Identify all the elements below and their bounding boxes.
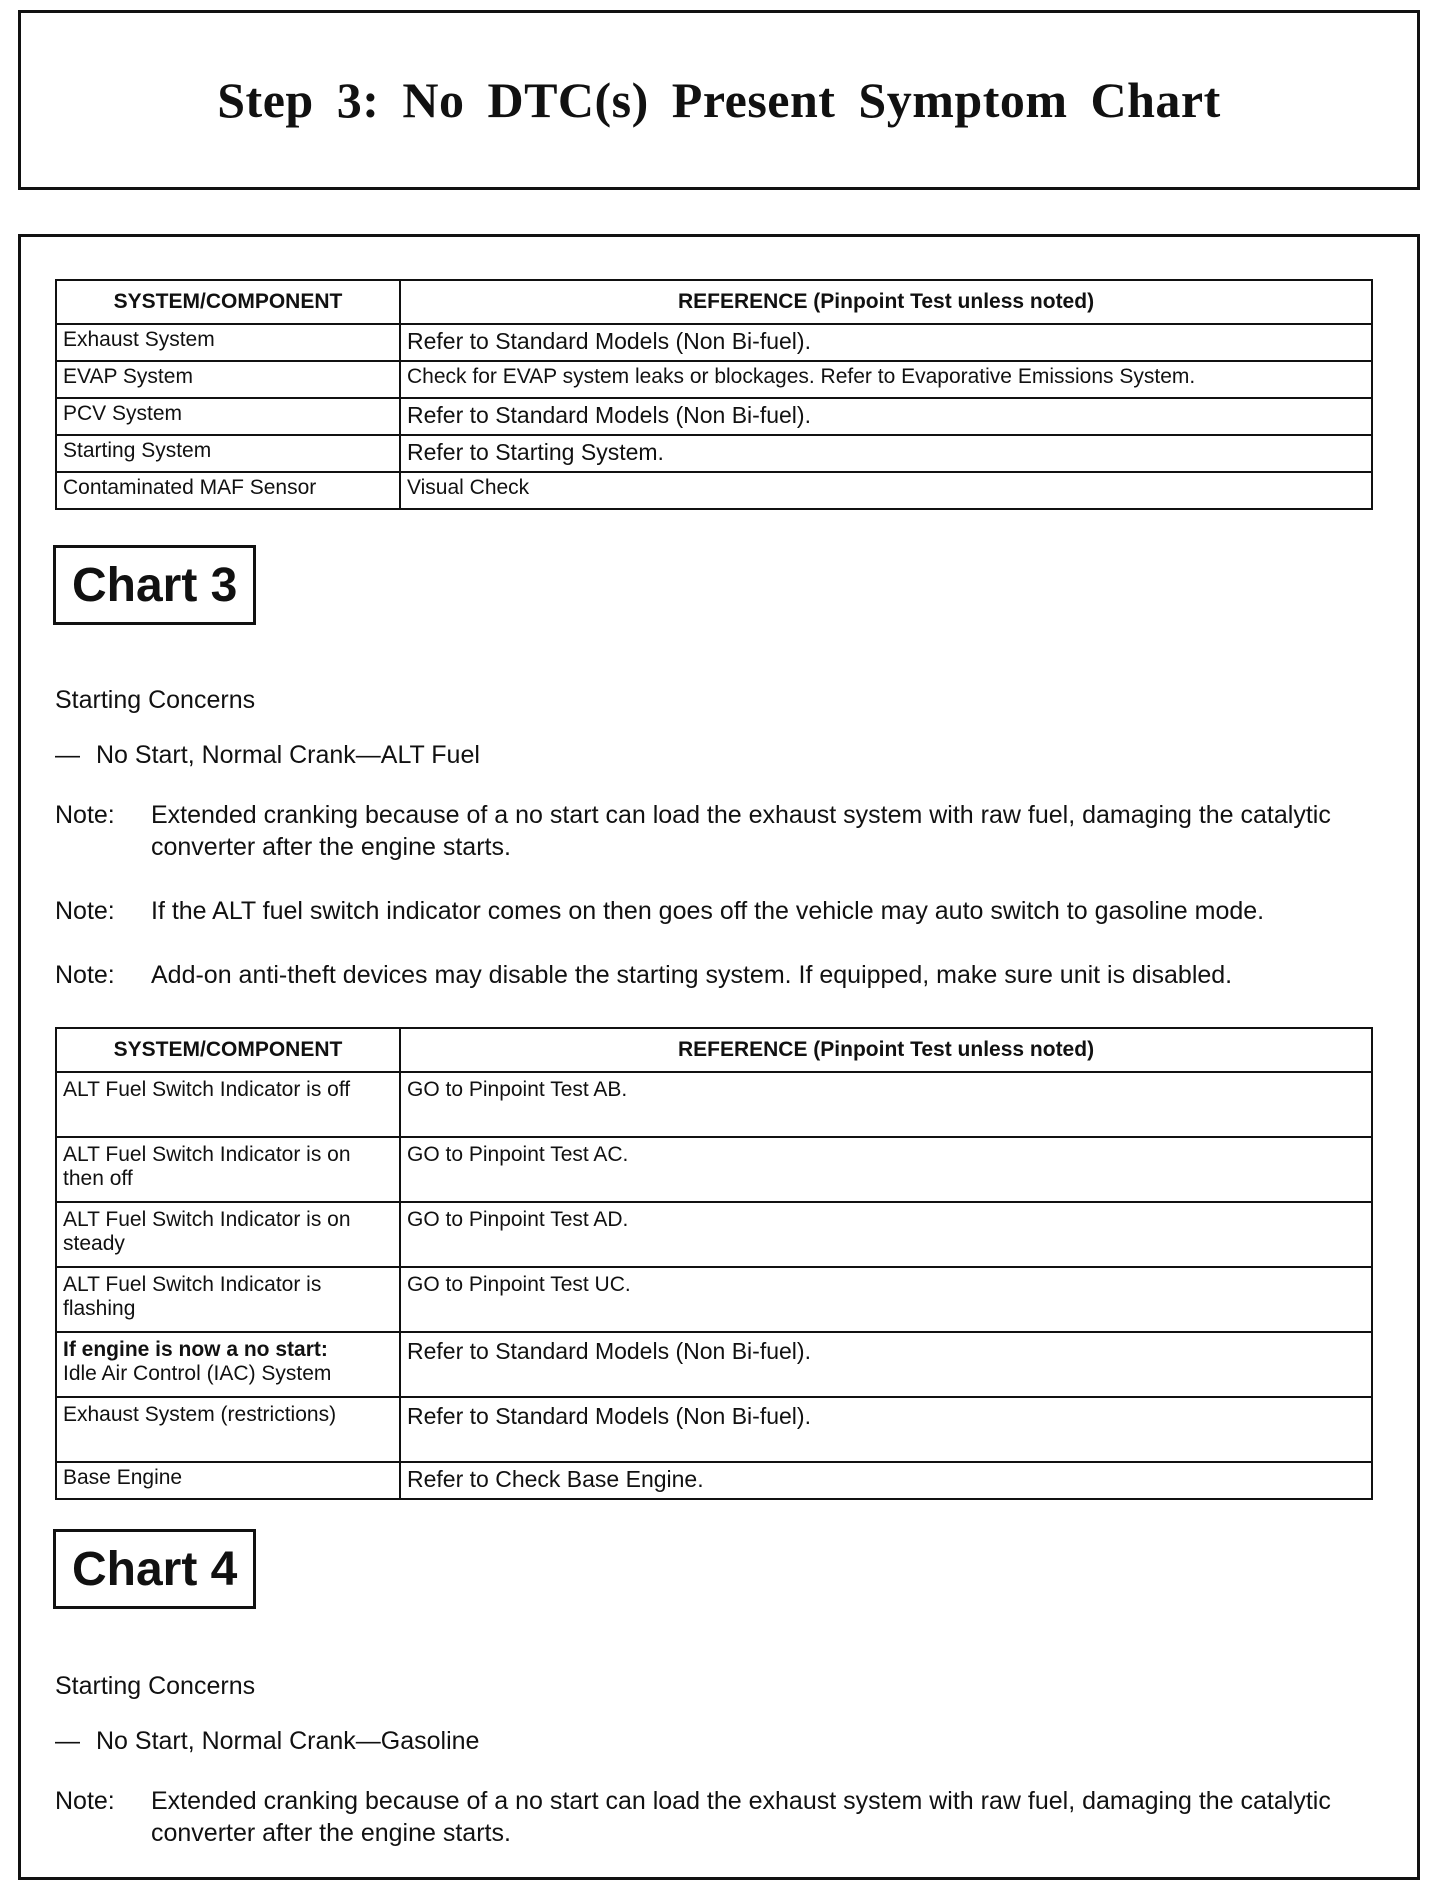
chart-4-concerns-title: Starting Concerns (55, 1672, 256, 1700)
chart-3-note-2 (55, 895, 1375, 927)
chart-3-note-3 (55, 959, 1375, 991)
component-cell: ALT Fuel Switch Indicator is off (56, 1072, 400, 1137)
reference-cell: GO to Pinpoint Test UC. (400, 1267, 1372, 1332)
reference-cell: Refer to Standard Models (Non Bi-fuel). (400, 398, 1372, 435)
dash: — (55, 1727, 80, 1755)
reference-cell: Check for EVAP system leaks or blockages. Refer to Evaporative Emissions System. (400, 361, 1372, 398)
reference-cell: Refer to Standard Models (Non Bi-fuel). (400, 1332, 1372, 1397)
component-cell (56, 1332, 400, 1397)
table-header-cell: REFERENCE (Pinpoint Test unless noted) (400, 1028, 1372, 1072)
component-cell: Contaminated MAF Sensor (56, 472, 400, 509)
symptom-table-2 (55, 1027, 1373, 1500)
component-condition: If engine is now a no start: (63, 1338, 328, 1361)
table-row (56, 361, 1372, 398)
component-cell: Exhaust System (56, 324, 400, 361)
reference-cell: Visual Check (400, 472, 1372, 509)
reference-cell: GO to Pinpoint Test AC. (400, 1137, 1372, 1202)
content-box (18, 234, 1420, 1880)
note-text: Extended cranking because of a no start can load the exhaust system with raw fuel, damaging the catalytic converter after the engine starts. (151, 801, 1331, 861)
chart-4-note-1 (55, 1785, 1375, 1849)
table-row (56, 1397, 1372, 1462)
table-row (56, 1202, 1372, 1267)
table-row (56, 1267, 1372, 1332)
page-title: Step 3: No DTC(s) Present Symptom Chart (217, 72, 1221, 128)
note-label: Note: (55, 801, 115, 829)
reference-cell: Refer to Starting System. (400, 435, 1372, 472)
table-header-row (56, 280, 1372, 324)
table-row (56, 472, 1372, 509)
table-row (56, 435, 1372, 472)
component-cell: ALT Fuel Switch Indicator is on then off (56, 1137, 400, 1202)
note-text: Extended cranking because of a no start can load the exhaust system with raw fuel, damaging the catalytic converter after the engine starts. (151, 1787, 1331, 1847)
component-cell: ALT Fuel Switch Indicator is flashing (56, 1267, 400, 1332)
chart-3-concerns-title: Starting Concerns (55, 686, 256, 714)
reference-cell: Refer to Standard Models (Non Bi-fuel). (400, 324, 1372, 361)
table-row (56, 398, 1372, 435)
table-header-cell: SYSTEM/COMPONENT (56, 280, 400, 324)
chart-3-label: Chart 3 (53, 545, 256, 625)
table-row (56, 1137, 1372, 1202)
table-header-cell: REFERENCE (Pinpoint Test unless noted) (400, 280, 1372, 324)
chart-3-concern (55, 739, 480, 771)
component-name: Idle Air Control (IAC) System (63, 1362, 332, 1386)
component-cell: ALT Fuel Switch Indicator is on steady (56, 1202, 400, 1267)
table-row (56, 1332, 1372, 1397)
reference-cell: Refer to Check Base Engine. (400, 1462, 1372, 1499)
table-row (56, 1462, 1372, 1499)
note-label: Note: (55, 897, 115, 925)
note-text: Add-on anti-theft devices may disable the starting system. If equipped, make sure unit is disabled. (151, 961, 1233, 989)
symptom-table-1 (55, 279, 1373, 510)
component-cell: Starting System (56, 435, 400, 472)
component-cell: EVAP System (56, 361, 400, 398)
chart-4-label: Chart 4 (53, 1529, 256, 1609)
dash: — (55, 741, 80, 769)
table-row (56, 324, 1372, 361)
table-header-row (56, 1028, 1372, 1072)
title-box (18, 10, 1420, 190)
table-header-cell: SYSTEM/COMPONENT (56, 1028, 400, 1072)
chart-4-concern (55, 1725, 479, 1757)
chart-4-concern-text: No Start, Normal Crank—Gasoline (96, 1727, 480, 1755)
note-text: If the ALT fuel switch indicator comes on then goes off the vehicle may auto switch to gasoline mode. (151, 897, 1265, 925)
component-cell: PCV System (56, 398, 400, 435)
chart-3-concern-text: No Start, Normal Crank—ALT Fuel (96, 741, 480, 769)
table-row (56, 1072, 1372, 1137)
note-label: Note: (55, 1787, 115, 1815)
component-cell: Exhaust System (restrictions) (56, 1397, 400, 1462)
reference-cell: GO to Pinpoint Test AB. (400, 1072, 1372, 1137)
reference-cell: Refer to Standard Models (Non Bi-fuel). (400, 1397, 1372, 1462)
chart-3-note-1 (55, 799, 1375, 863)
component-cell: Base Engine (56, 1462, 400, 1499)
note-label: Note: (55, 961, 115, 989)
reference-cell: GO to Pinpoint Test AD. (400, 1202, 1372, 1267)
